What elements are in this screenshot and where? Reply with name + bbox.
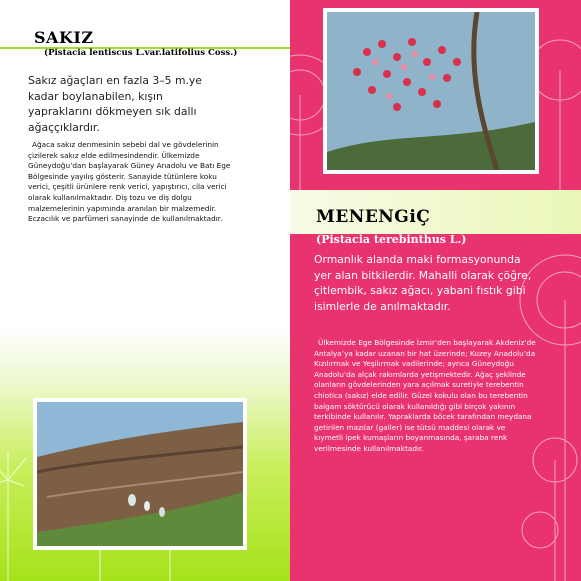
menengic-latin-name: (Pistacia terebinthus L.) xyxy=(316,233,467,246)
sakiz-bark-photo xyxy=(33,398,247,550)
menengic-body-paragraph: Ülkemizde Ege Bölgesinde İzmir’den başlayarak Akdeniz’de Antalya’ya kadar uzanan bir hat üzerinde; Kuzey Anadolu’da Kızılırmak ve Yeşilırmak vadilerinde; ayrıca Güneydoğu Anadolu’da alçak rakımlarda yetişmektedir. Ağaç şeklinde olanların gövdelerinden yara açılmak suretiyle terebentin chiotica (sakız) elde edilir. Güzel kokulu olan bu terebentin balgam söktürücü olarak kullanıldığı gibi birçok yakının terkibinde kullanılır. Yapraklarda böcek tarafından meydana getirilen mazılar (galler) ise tütsü maddesi olarak ve kıymetli ipek kumaşların boyanmasında, şaraba renk verilmesinde kullanılmaktadır. xyxy=(314,338,536,453)
menengic-lead-paragraph: Ormanlık alanda maki formasyonunda yer alan bitkilerdir. Mahalli olarak çöğre, çitlembik, sakız ağacı, yabani fıstık gibi isimlerle de anılmaktadır. xyxy=(314,253,532,313)
sakiz-latin-name: (Pistacia lentiscus L.var.latifolius Coss.) xyxy=(44,48,238,58)
menengic-title: MENENGiÇ xyxy=(316,207,431,227)
sakiz-title: SAKIZ xyxy=(34,28,94,47)
sakiz-body-paragraph: Ağaca sakız denmesinin sebebi dal ve gövdelerinin çizilerek sakız elde edilmesindendir. Ülkemizde Güneydoğu’dan başlayarak Güney Anadolu ve Batı Ege Bölgesinde yayılış gösterir. Sanayide tütünlere koku verici, çeşitli ürünlere renk verici, yapıştırıcı, cila verici olarak kullanılmaktadır. Diş tozu ve diş dolgu malzemelerinin yapımında aranılan bir malzemedir. Eczacılık ve parfümeri sanayinde de kullanılmaktadır. xyxy=(28,140,231,224)
menengic-berries-photo xyxy=(323,8,539,174)
sakiz-lead-paragraph: Sakız ağaçları en fazla 3–5 m.ye kadar boylanabilen, kışın yapraklarını dökmeyen sık dallı ağaççıklardır. xyxy=(28,74,202,134)
